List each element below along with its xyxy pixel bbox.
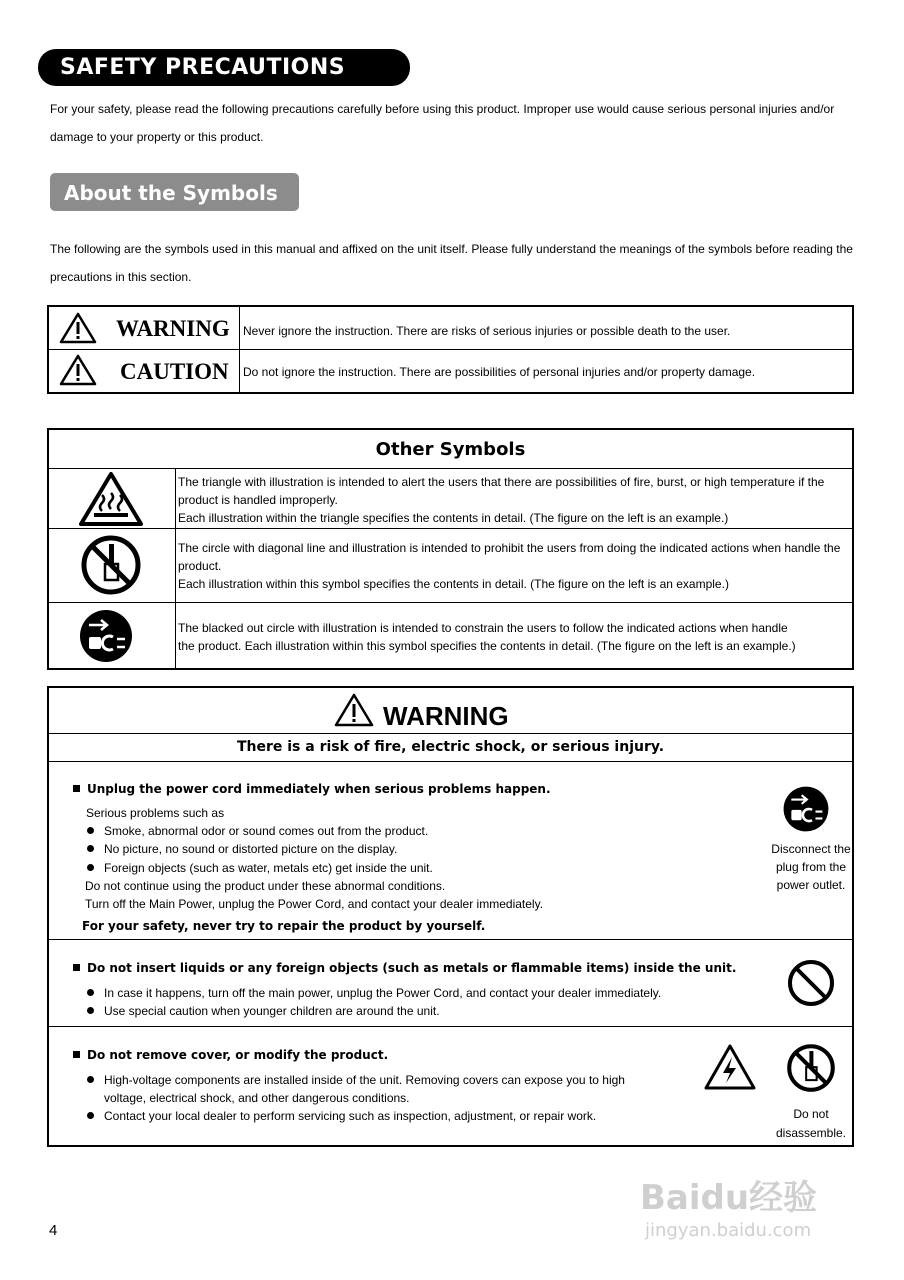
caution-triangle-icon bbox=[58, 353, 98, 387]
list-item-continuation: voltage, electrical shock, and other dangerous conditions. bbox=[104, 1091, 410, 1105]
divider bbox=[48, 468, 853, 469]
other-symbol-description bbox=[178, 473, 853, 527]
bullet-icon bbox=[87, 1112, 94, 1119]
list-item bbox=[87, 861, 433, 875]
bullet-icon bbox=[87, 864, 94, 871]
text-line: the product. Each illustration within this symbol specifies the contents in detail. (The figure on the left is an example.) bbox=[178, 639, 796, 653]
caption-line: disassemble. bbox=[775, 1126, 847, 1140]
prohibited-circle-icon bbox=[786, 958, 836, 1008]
bullet-icon bbox=[87, 827, 94, 834]
list-item-text: Foreign objects (such as water, metals etc) get inside the unit. bbox=[104, 861, 433, 875]
intro-line-1: For your safety, please read the following precautions carefully before using this product. Improper use would cause serious personal injuries and/or bbox=[50, 102, 835, 116]
page-number: 4 bbox=[49, 1222, 58, 1239]
list-item bbox=[87, 986, 661, 1000]
other-symbol-description bbox=[178, 539, 853, 593]
watermark-brand: Baidu经验 bbox=[640, 1178, 818, 1218]
intro-line-2: damage to your property or this product. bbox=[50, 130, 264, 144]
caution-description: Do not ignore the instruction. There are possibilities of personal injuries and/or property damage. bbox=[243, 365, 756, 379]
list-item bbox=[87, 842, 397, 856]
caption-line: power outlet. bbox=[776, 878, 846, 892]
text-line: The triangle with illustration is intended to alert the users that there are possibilities of fire, burst, or high temperature if the bbox=[178, 475, 825, 489]
square-bullet-icon bbox=[73, 785, 80, 792]
heading-text: Do not insert liquids or any foreign objects (such as metals or flammable items) inside the unit. bbox=[87, 961, 737, 975]
watermark-url: jingyan.baidu.com bbox=[645, 1220, 812, 1241]
bullet-icon bbox=[87, 1007, 94, 1014]
icon-caption bbox=[766, 1105, 856, 1143]
symbols-intro-line-2: precautions in this section. bbox=[50, 270, 192, 284]
high-voltage-triangle-icon bbox=[703, 1043, 757, 1091]
section-heading bbox=[73, 961, 736, 975]
divider bbox=[48, 761, 853, 762]
warning-description: Never ignore the instruction. There are risks of serious injuries or possible death to the user. bbox=[243, 324, 731, 338]
heading-text: Do not remove cover, or modify the product. bbox=[87, 1048, 389, 1062]
caption-line: plug from the bbox=[775, 860, 847, 874]
heading-text: Unplug the power cord immediately when serious problems happen. bbox=[87, 782, 551, 796]
divider bbox=[48, 939, 853, 940]
warning-triangle-icon bbox=[58, 311, 98, 345]
symbols-section-title: About the Symbols bbox=[64, 181, 278, 205]
list-item-text: High-voltage components are installed inside of the unit. Removing covers can expose you to high bbox=[104, 1073, 625, 1087]
divider bbox=[239, 306, 240, 393]
list-item bbox=[87, 1109, 596, 1123]
unplug-black-circle-icon bbox=[79, 607, 133, 665]
list-item-text: Use special caution when younger children are around the unit. bbox=[104, 1004, 440, 1018]
caution-label: CAUTION bbox=[120, 359, 229, 384]
section-bold-note: For your safety, never try to repair the product by yourself. bbox=[82, 919, 486, 933]
divider bbox=[48, 1026, 853, 1027]
text-line: The circle with diagonal line and illustration is intended to prohibit the users from doing the indicated actions when handle the bbox=[178, 541, 841, 555]
no-disassembly-circle-icon bbox=[80, 534, 142, 596]
bullet-icon bbox=[87, 845, 94, 852]
text-line: Each illustration within this symbol specifies the contents in detail. (The figure on the left is an example.) bbox=[178, 577, 729, 591]
section-text: Turn off the Main Power, unplug the Power Cord, and contact your dealer immediately. bbox=[85, 897, 544, 911]
unplug-black-circle-icon bbox=[782, 784, 830, 834]
divider bbox=[48, 528, 853, 529]
other-symbol-description bbox=[178, 619, 853, 655]
list-item bbox=[87, 1004, 440, 1018]
section-intro: Serious problems such as bbox=[86, 806, 225, 820]
page-title: SAFETY PRECAUTIONS bbox=[60, 55, 346, 80]
list-item-text: No picture, no sound or distorted picture on the display. bbox=[104, 842, 398, 856]
list-item-text: Contact your local dealer to perform servicing such as inspection, adjustment, or repair work. bbox=[104, 1109, 597, 1123]
list-item-text: Smoke, abnormal odor or sound comes out from the product. bbox=[104, 824, 429, 838]
bullet-icon bbox=[87, 1076, 94, 1083]
square-bullet-icon bbox=[73, 1051, 80, 1058]
section-text: Do not continue using the product under these abnormal conditions. bbox=[85, 879, 446, 893]
text-line: product is handled improperly. bbox=[178, 493, 338, 507]
section-heading bbox=[73, 782, 551, 796]
caption-line: Do not bbox=[793, 1107, 829, 1121]
list-item bbox=[87, 1073, 625, 1087]
warning-box-subtitle: There is a risk of fire, electric shock, or serious injury. bbox=[236, 739, 665, 755]
hot-surface-triangle-icon bbox=[78, 471, 144, 527]
icon-caption bbox=[766, 840, 856, 894]
caption-line: Disconnect the bbox=[771, 842, 851, 856]
divider bbox=[48, 733, 853, 734]
list-item-text: In case it happens, turn off the main power, unplug the Power Cord, and contact your dealer immediately. bbox=[104, 986, 662, 1000]
text-line: The blacked out circle with illustration is intended to constrain the users to follow the indicated actions when handle bbox=[178, 621, 788, 635]
warning-triangle-icon bbox=[333, 692, 375, 728]
text-line: Each illustration within the triangle specifies the contents in detail. (The figure on the left is an example.) bbox=[178, 511, 729, 525]
list-item bbox=[87, 824, 428, 838]
text-line: product. bbox=[178, 559, 222, 573]
other-symbols-title: Other Symbols bbox=[375, 439, 526, 460]
section-heading bbox=[73, 1048, 388, 1062]
divider bbox=[48, 349, 853, 350]
no-disassembly-circle-icon bbox=[786, 1043, 836, 1093]
square-bullet-icon bbox=[73, 964, 80, 971]
warning-label: WARNING bbox=[116, 316, 230, 341]
divider bbox=[48, 602, 853, 603]
divider bbox=[175, 469, 176, 669]
warning-box-title: WARNING bbox=[383, 701, 509, 731]
symbols-intro-line-1: The following are the symbols used in this manual and affixed on the unit itself. Please fully understand the meanings of the symbols before reading the bbox=[50, 242, 853, 256]
bullet-icon bbox=[87, 989, 94, 996]
